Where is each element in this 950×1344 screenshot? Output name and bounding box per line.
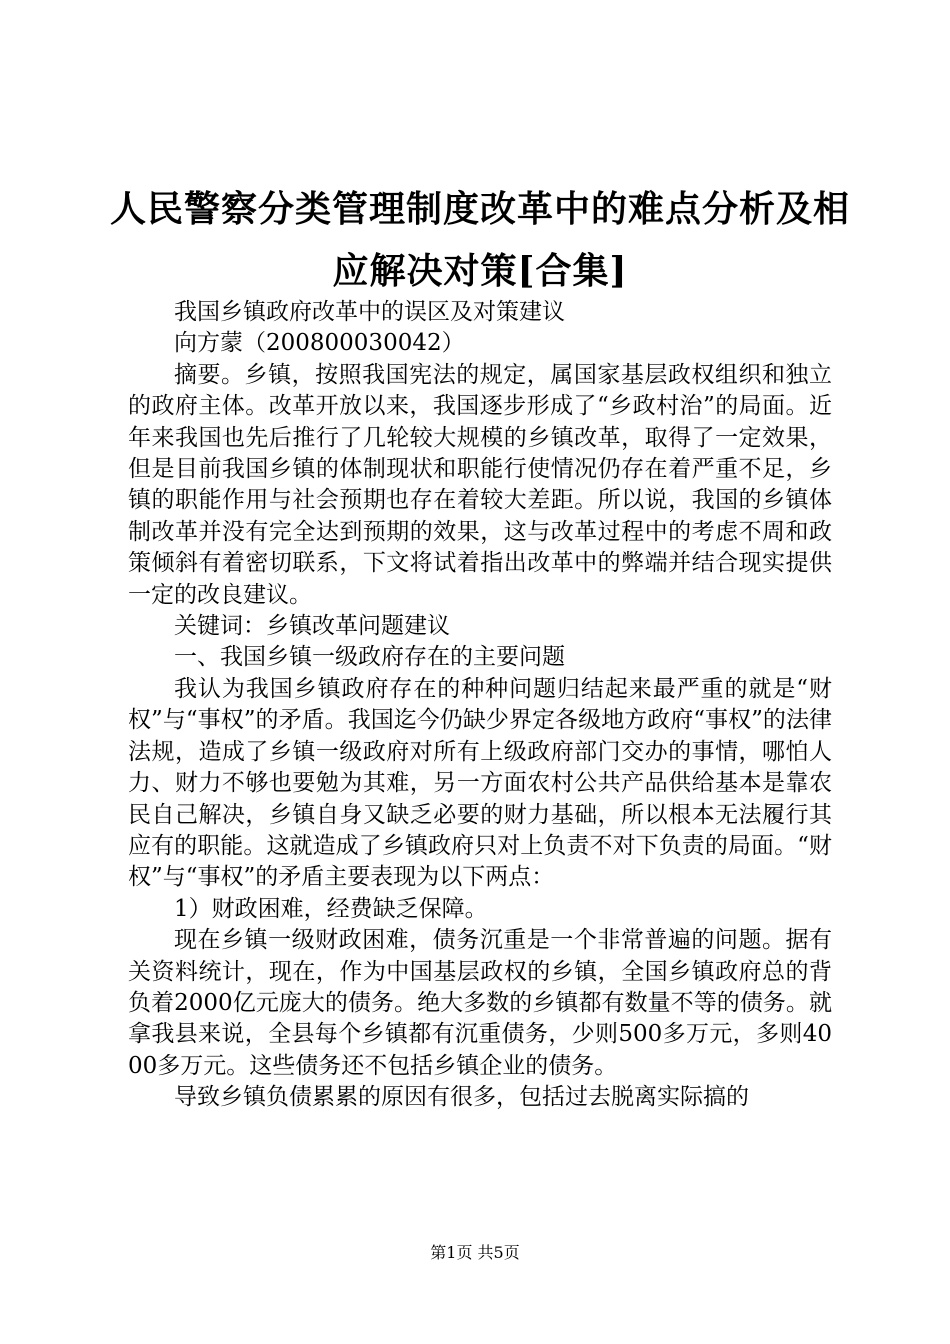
abstract-paragraph: 摘要。乡镇，按照我国宪法的规定，属国家基层政权组织和独立的政府主体。改革开放以来，我国逐步形成了“乡政村治”的局面。近年来我国也先后推行了几轮较大规模的乡镇改革，取得了一定效果，但是目前我国乡镇的体制现状和职能行使情况仍存在着严重不足，乡镇的职能作用与社会预期也存在着较大差距。所以说，我国的乡镇体制改革并没有完全达到预期的效果，这与改革过程中的考虑不周和政策倾斜有着密切联系，下文将试着指出改革中的弊端并结合现实提供一定的改良建议。 [128, 361, 832, 608]
article-heading: 我国乡镇政府改革中的误区及对策建议 [174, 299, 565, 325]
document-title: 人民警察分类管理制度改革中的难点分析及相应解决对策[合集] [110, 188, 851, 292]
body-paragraph: 我认为我国乡镇政府存在的种种问题归结起来最严重的就是“财权”与“事权”的矛盾。我国迄今仍缺少界定各级地方政府“事权”的法律法规，造成了乡镇一级政府对所有上级政府部门交办的事情，哪怕人力、财力不够也要勉为其难，另一方面农村公共产品供给基本是靠农民自己解决，乡镇自身又缺乏必要的财力基础，所以根本无法履行其应有的职能。这就造成了乡镇政府只对上负责不对下负责的局面。“财权”与“事权”的矛盾主要表现为以下两点： [128, 675, 832, 891]
document-body [128, 297, 832, 1114]
body-paragraph: 导致乡镇负债累累的原因有很多，包括过去脱离实际搞的 [174, 1084, 749, 1111]
subsection-heading: 1）财政困难，经费缺乏保障。 [174, 895, 488, 922]
body-paragraph: 现在乡镇一级财政困难，债务沉重是一个非常普遍的问题。据有关资料统计，现在，作为中国基层政权的乡镇，全国乡镇政府总的背负着2000亿元庞大的债务。绝大多数的乡镇都有数量不等的债务。就拿我县来说，全县每个乡镇都有沉重债务，少则500多万元，多则4000多万元。这些债务还不包括乡镇企业的债务。 [128, 927, 832, 1079]
page-footer: 第1页 共5页 [430, 1243, 520, 1262]
author-line: 向方蒙（200800030042） [174, 330, 465, 357]
section-heading: 一、我国乡镇一级政府存在的主要问题 [174, 644, 565, 671]
keywords-line: 关键词：乡镇改革问题建议 [174, 613, 450, 640]
